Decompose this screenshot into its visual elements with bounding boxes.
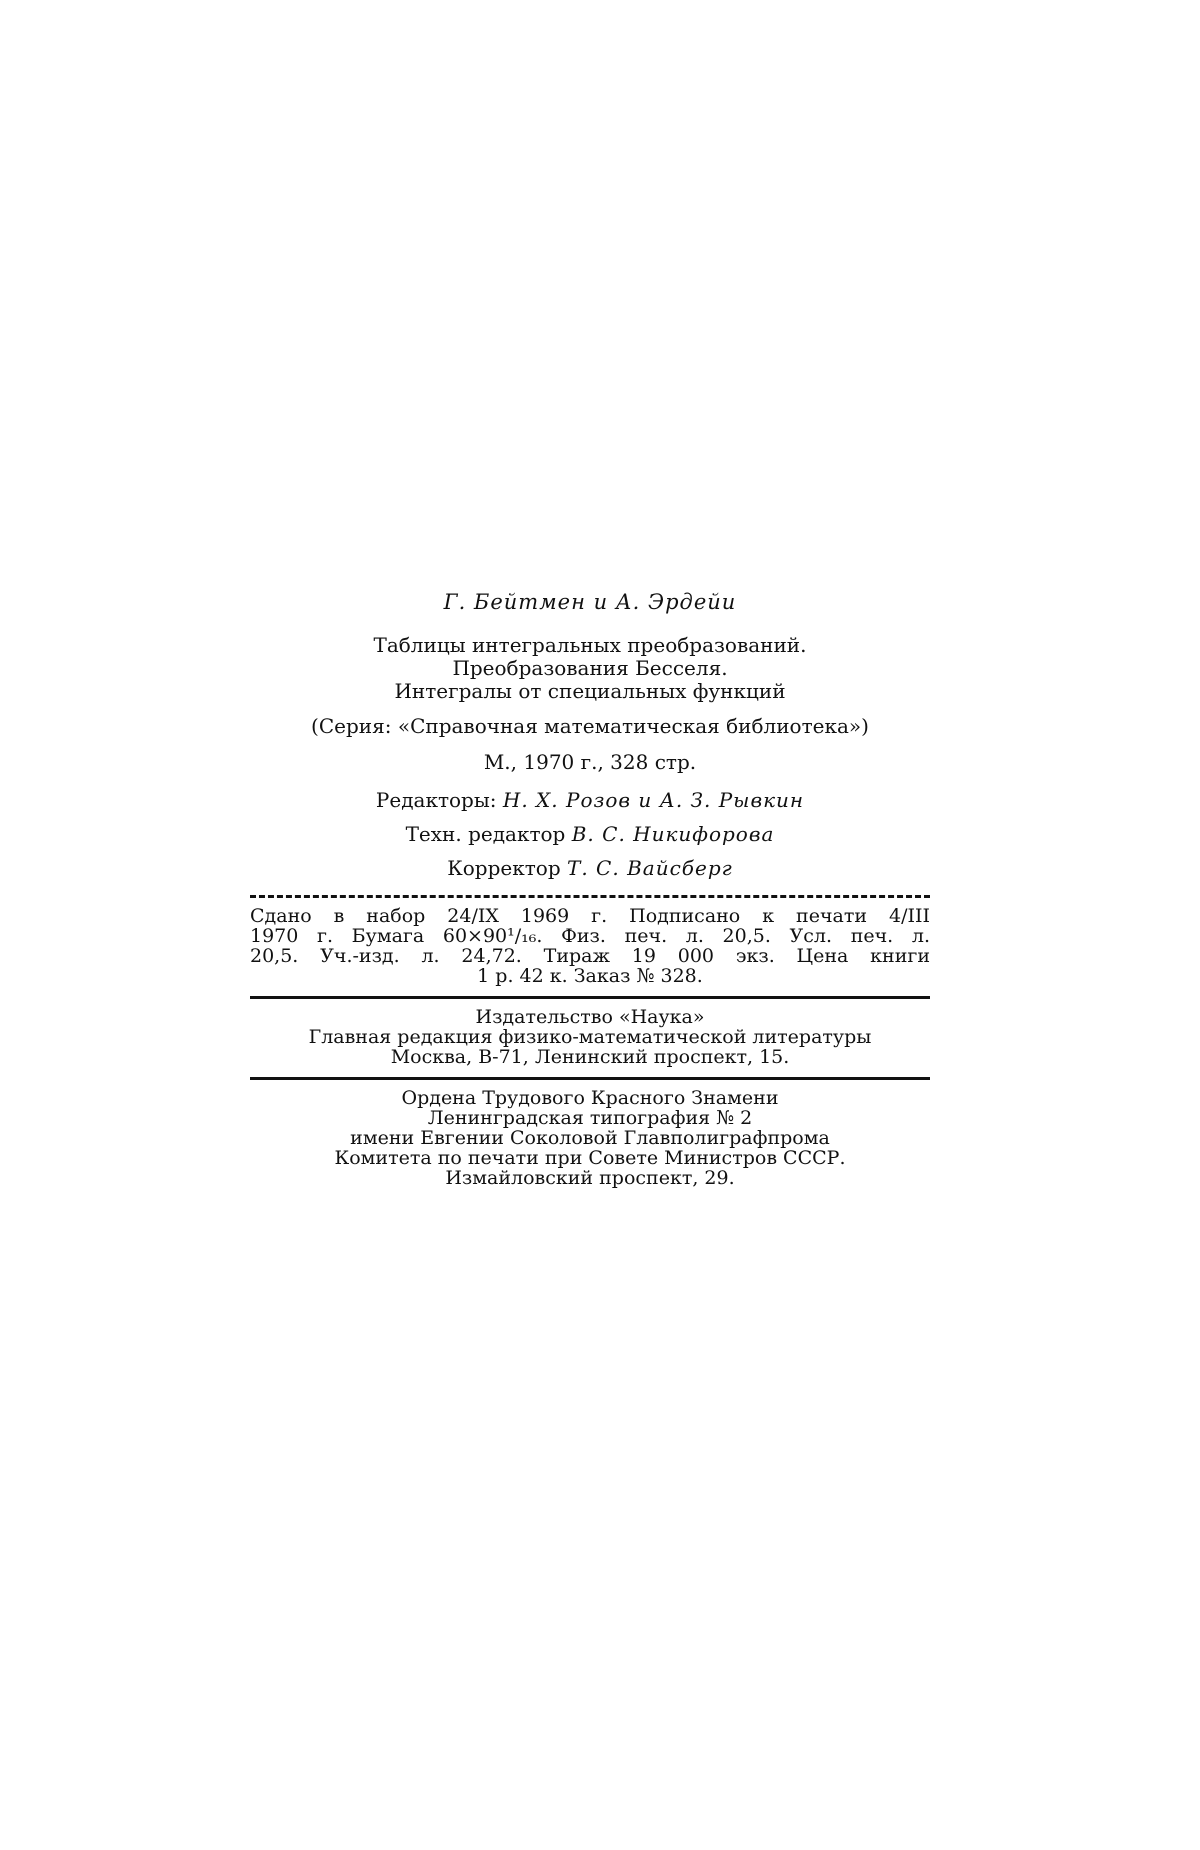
publisher-line: Главная редакция физико-математической литературы: [308, 1026, 872, 1048]
printer-line: имени Евгении Соколовой Главполиграфпрома: [350, 1127, 830, 1149]
print-data-line: 1970 г. Бумага 60×90¹/₁₆. Физ. печ. л. 20,5. Усл. печ. л.: [250, 925, 930, 947]
tech-editor-name: В. С. Никифорова: [571, 822, 775, 846]
printer-line: Комитета по печати при Совете Министров СССР.: [334, 1147, 846, 1169]
book-title: [250, 634, 930, 703]
printer-line: Измайловский проспект, 29.: [445, 1167, 735, 1189]
title-line: Интегралы от специальных функций: [394, 679, 786, 703]
publication-info: М., 1970 г., 328 стр.: [483, 750, 697, 774]
printer-line: Ордена Трудового Красного Знамени: [401, 1087, 779, 1109]
divider: [250, 996, 930, 999]
print-data-line: 20,5. Уч.-изд. л. 24,72. Тираж 19 000 экз. Цена книги: [250, 945, 930, 967]
series-note: (Серия: «Справочная математическая библиотека»): [311, 714, 869, 738]
corrector-line: [250, 855, 930, 881]
corrector-name: Т. С. Вайсберг: [567, 856, 733, 880]
publisher-line: Москва, В-71, Ленинский проспект, 15.: [390, 1046, 790, 1068]
editors-line: [250, 787, 930, 813]
tech-editor-label: Техн. редактор: [405, 822, 566, 846]
printer-line: Ленинградская типография № 2: [427, 1107, 753, 1129]
tech-editor-line: [250, 821, 930, 847]
title-line: Таблицы интегральных преобразований.: [373, 633, 807, 657]
divider-dashed: [250, 895, 930, 898]
print-data: [250, 906, 930, 986]
editors-names: Н. Х. Розов и А. З. Рывкин: [502, 788, 805, 812]
publisher-line: Издательство «Наука»: [475, 1006, 705, 1028]
publisher-info: [250, 1007, 930, 1067]
printer-info: [250, 1088, 930, 1188]
editors-label: Редакторы:: [375, 788, 497, 812]
title-line: Преобразования Бесселя.: [452, 656, 728, 680]
print-data-line: Сдано в набор 24/IX 1969 г. Подписано к печати 4/III: [250, 905, 930, 927]
print-data-line: 1 р. 42 к. Заказ № 328.: [477, 965, 703, 987]
corrector-label: Корректор: [447, 856, 561, 880]
imprint-block: [250, 588, 930, 1188]
authors: Г. Бейтмен и А. Эрдейи: [443, 590, 737, 614]
divider: [250, 1077, 930, 1080]
